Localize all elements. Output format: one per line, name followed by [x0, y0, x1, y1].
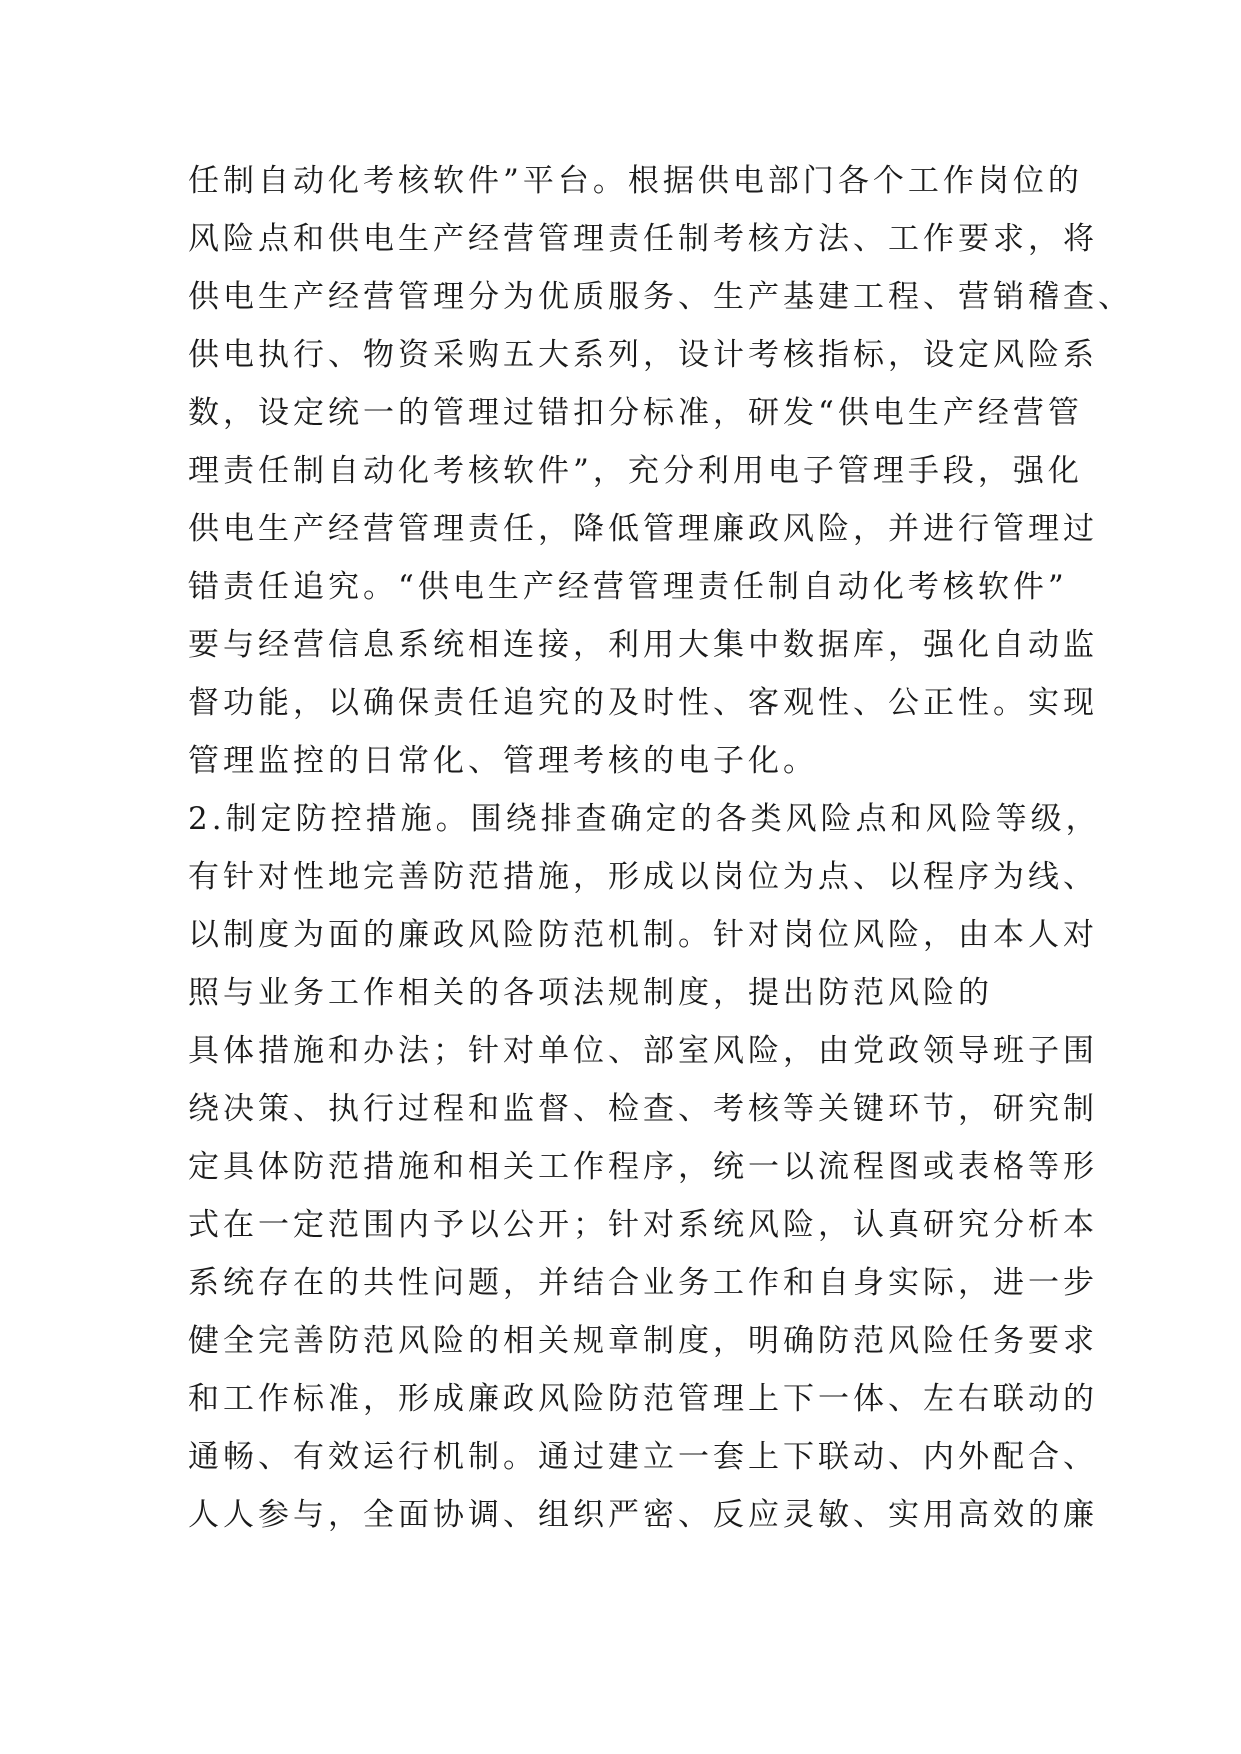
text-line-2: 风险点和供电生产经营管理责任制考核方法、工作要求，将	[188, 221, 1098, 257]
text-line-19: 式在一定范围内予以公开；针对系统风险，认真研究分析本	[188, 1207, 1098, 1243]
text-line-13: 有针对性地完善防范措施，形成以岗位为点、以程序为线、	[188, 859, 1098, 895]
text-line-16: 具体措施和办法；针对单位、部室风险，由党政领导班子围	[188, 1033, 1098, 1069]
text-line-9: 要与经营信息系统相连接，利用大集中数据库，强化自动监	[188, 627, 1098, 663]
text-line-23: 通畅、有效运行机制。通过建立一套上下联动、内外配合、	[188, 1439, 1098, 1475]
text-line-22: 和工作标准，形成廉政风险防范管理上下一体、左右联动的	[188, 1381, 1098, 1417]
text-line-10: 督功能，以确保责任追究的及时性、客观性、公正性。实现	[188, 685, 1098, 721]
text-line-20: 系统存在的共性问题，并结合业务工作和自身实际，进一步	[188, 1265, 1098, 1301]
text-line-12: 2.制定防控措施。围绕排查确定的各类风险点和风险等级，	[188, 801, 1101, 837]
text-line-15: 照与业务工作相关的各项法规制度，提出防范风险的	[188, 975, 993, 1011]
text-line-18: 定具体防范措施和相关工作程序，统一以流程图或表格等形	[188, 1149, 1098, 1185]
text-line-5: 数，设定统一的管理过错扣分标准，研发“供电生产经营管	[188, 395, 1083, 431]
text-line-4: 供电执行、物资采购五大系列，设计考核指标，设定风险系	[188, 337, 1098, 373]
text-line-7: 供电生产经营管理责任，降低管理廉政风险，并进行管理过	[188, 511, 1098, 547]
text-line-17: 绕决策、执行过程和监督、检查、考核等关键环节，研究制	[188, 1091, 1098, 1127]
text-line-24: 人人参与，全面协调、组织严密、反应灵敏、实用高效的廉	[188, 1497, 1098, 1533]
text-line-6: 理责任制自动化考核软件”，充分利用电子管理手段，强化	[188, 453, 1083, 489]
text-line-11: 管理监控的日常化、管理考核的电子化。	[188, 743, 818, 779]
body-text	[188, 152, 1133, 1544]
text-line-21: 健全完善防范风险的相关规章制度，明确防范风险任务要求	[188, 1323, 1098, 1359]
text-line-14: 以制度为面的廉政风险防范机制。针对岗位风险，由本人对	[188, 917, 1098, 953]
text-line-1: 任制自动化考核软件”平台。根据供电部门各个工作岗位的	[188, 163, 1083, 199]
text-line-8: 错责任追究。“供电生产经营管理责任制自动化考核软件”	[188, 569, 1068, 605]
text-line-3: 供电生产经营管理分为优质服务、生产基建工程、营销稽查、	[188, 279, 1133, 315]
